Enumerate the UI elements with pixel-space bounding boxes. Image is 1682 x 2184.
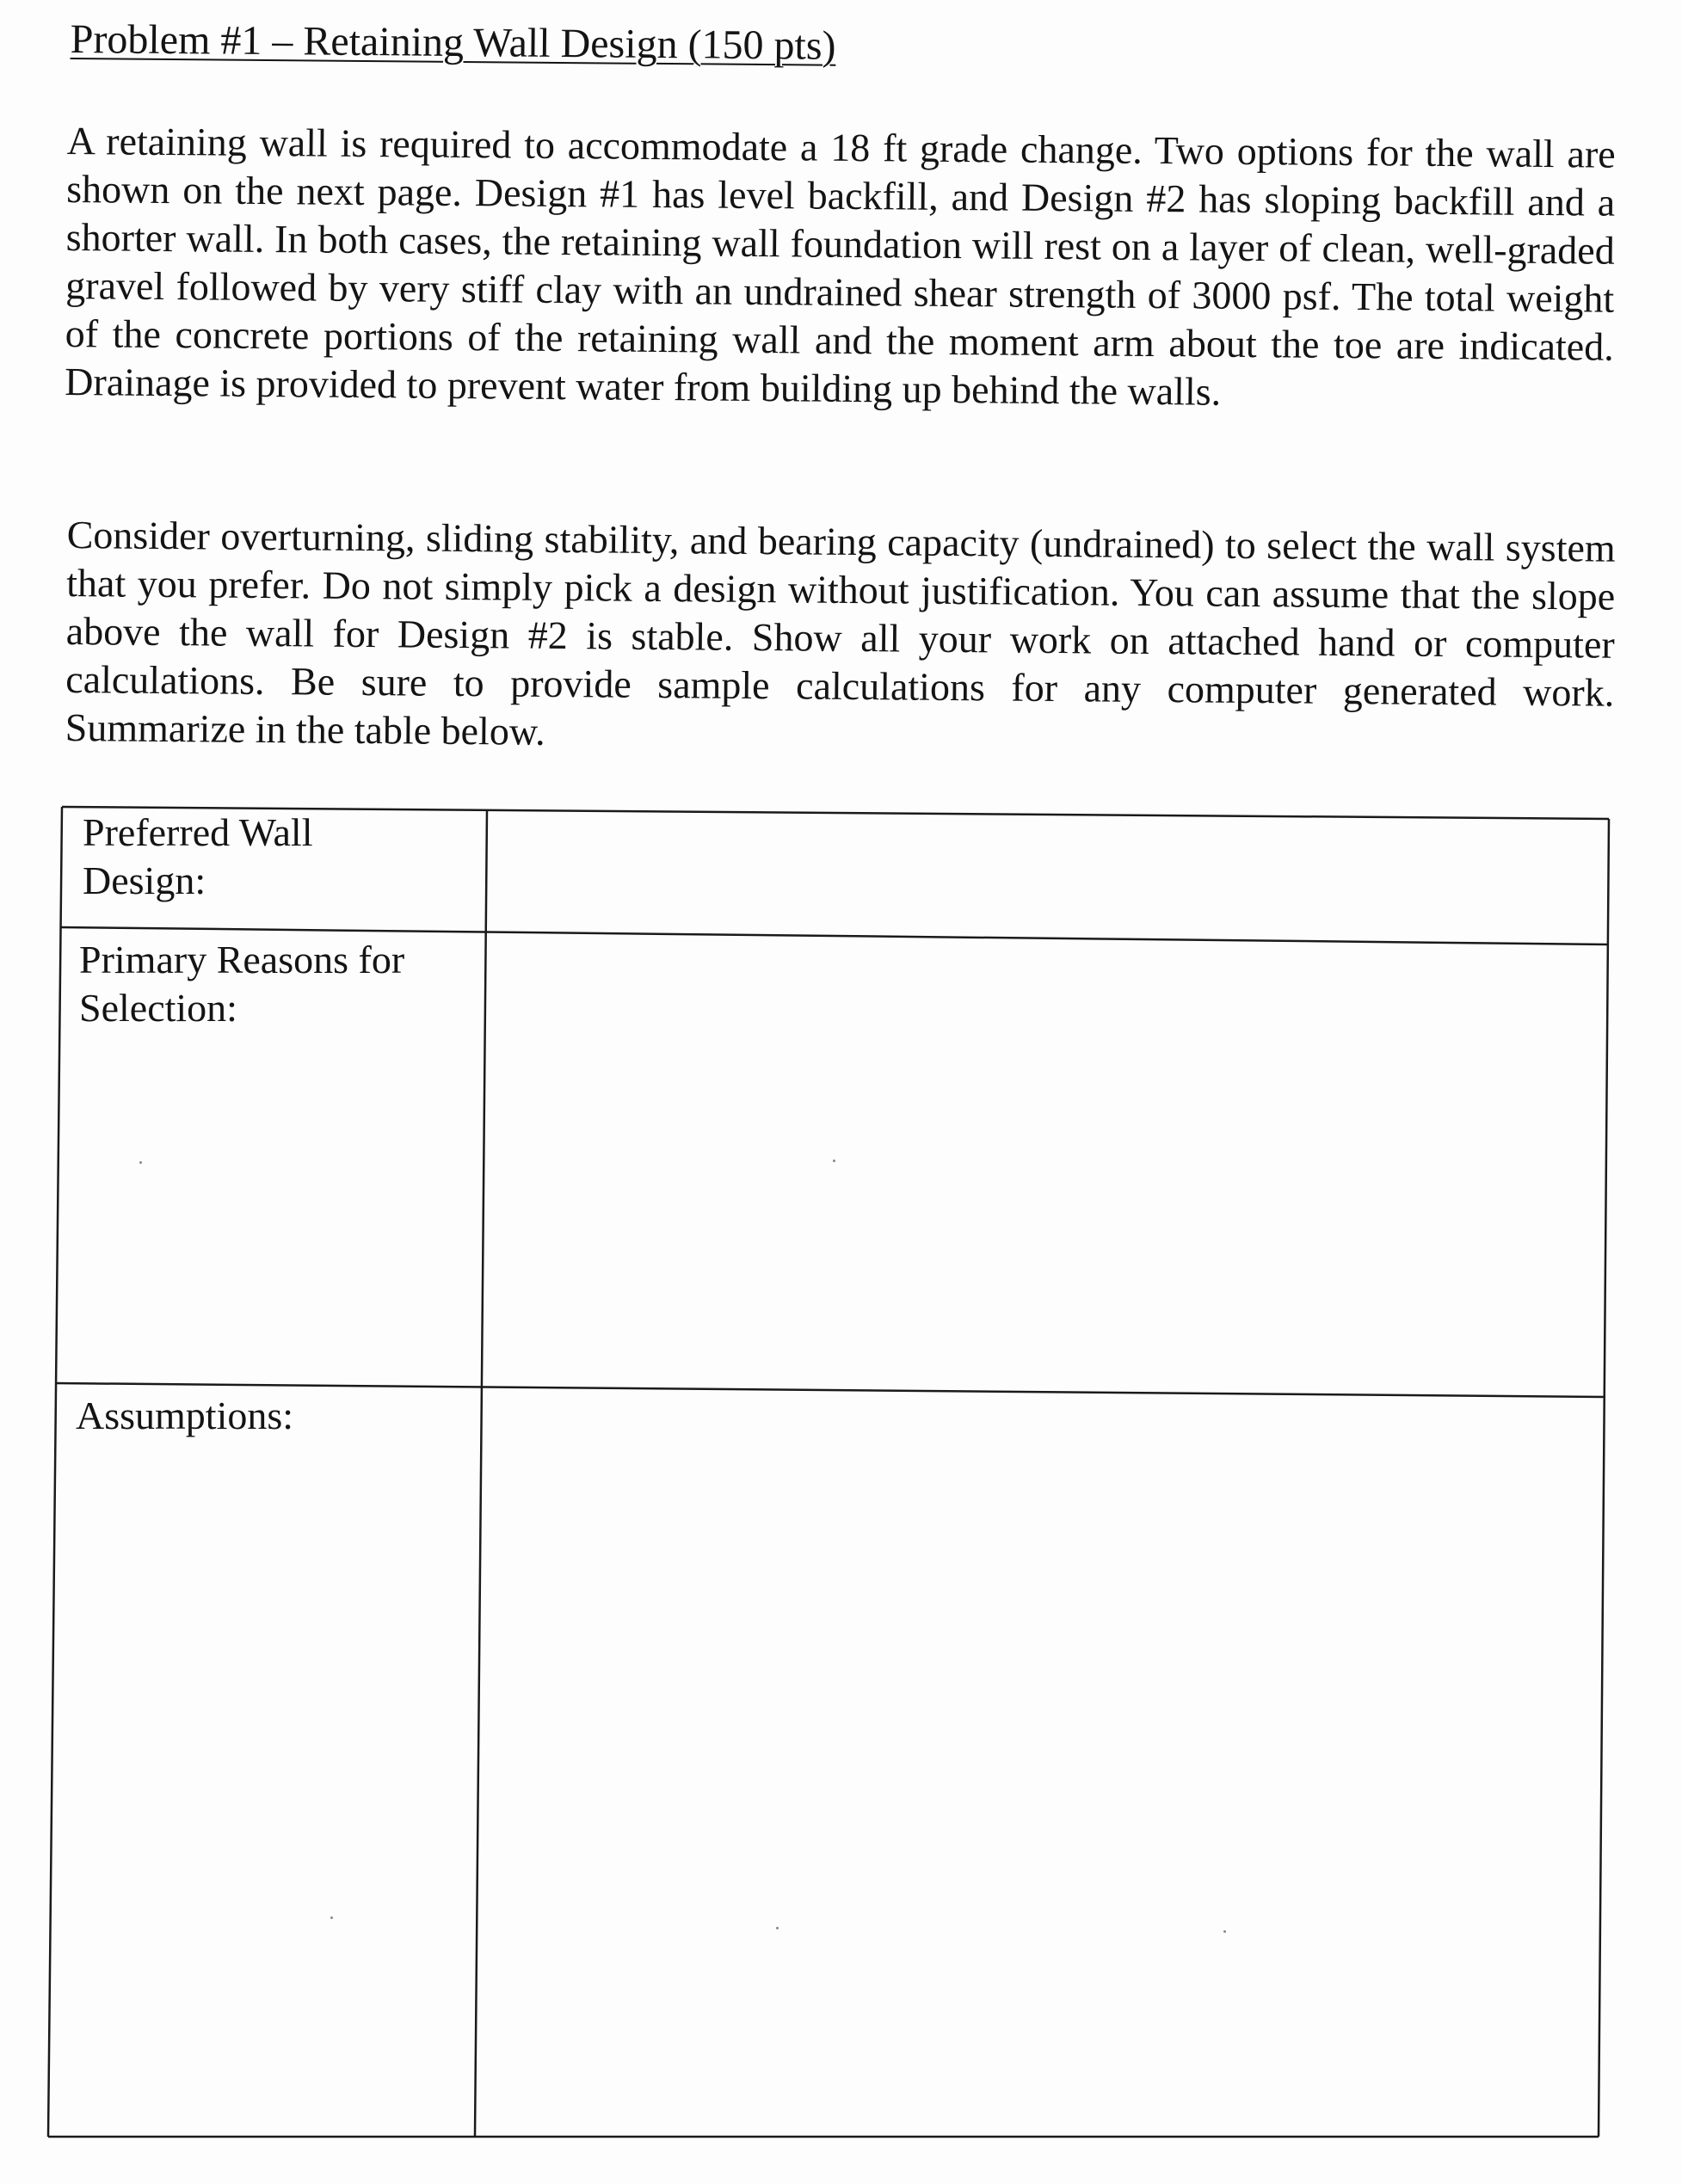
table-column-divider	[475, 810, 487, 2137]
problem-statement-paragraph: A retaining wall is required to accommodate a 18 ft grade change. Two options for the wall are shown on the next page. Design #1 has level backfill, and Design #2 has sloping backfill and a shorter wall. In both cases, the retaining wall foundation will rest on a layer of clean, well-graded gravel followed by very stiff clay with an undrained shear strength of 3000 psf. The total weight of the concrete portions of the retaining wall and the moment arm about the toe are indicated. Drainage is provided to prevent water from building up behind the walls.	[65, 118, 1616, 414]
preferred-wall-design-answer-cell[interactable]	[501, 819, 1593, 931]
assumptions-label-line1: Assumptions:	[76, 1393, 294, 1437]
primary-reasons-label	[79, 936, 404, 1032]
scan-speck	[330, 1916, 333, 1919]
table-border-right	[1599, 819, 1609, 2137]
scan-speck	[139, 1161, 142, 1164]
scan-speck	[776, 1927, 779, 1929]
table-border-left	[48, 807, 62, 2137]
problem-title: Problem #1 – Retaining Wall Design (150 pts)	[70, 15, 836, 69]
scan-speck	[833, 1160, 835, 1162]
summary-table	[45, 807, 1609, 2137]
primary-reasons-label-line1: Primary Reasons for	[79, 938, 405, 981]
instructions-paragraph: Consider overturning, sliding stability, and bearing capacity (undrained) to select the wall system that you prefer. Do not simply pick a design without justification. You can assume that the slope above the wall for Design #2 is stable. Show all your work on attached hand or computer calculations. Be sure to provide sample calculations for any computer generated work. Summarize in the table below.	[65, 512, 1616, 754]
assumptions-answer-cell[interactable]	[494, 1388, 1587, 2119]
scan-speck	[1223, 1930, 1226, 1933]
assumptions-label	[76, 1392, 293, 1440]
primary-reasons-answer-cell[interactable]	[499, 936, 1592, 1366]
primary-reasons-label-line2: Selection:	[79, 986, 237, 1030]
preferred-wall-design-label-line2: Design:	[83, 858, 206, 902]
preferred-wall-design-label-line1: Preferred Wall	[83, 810, 313, 854]
preferred-wall-design-label	[83, 809, 313, 905]
